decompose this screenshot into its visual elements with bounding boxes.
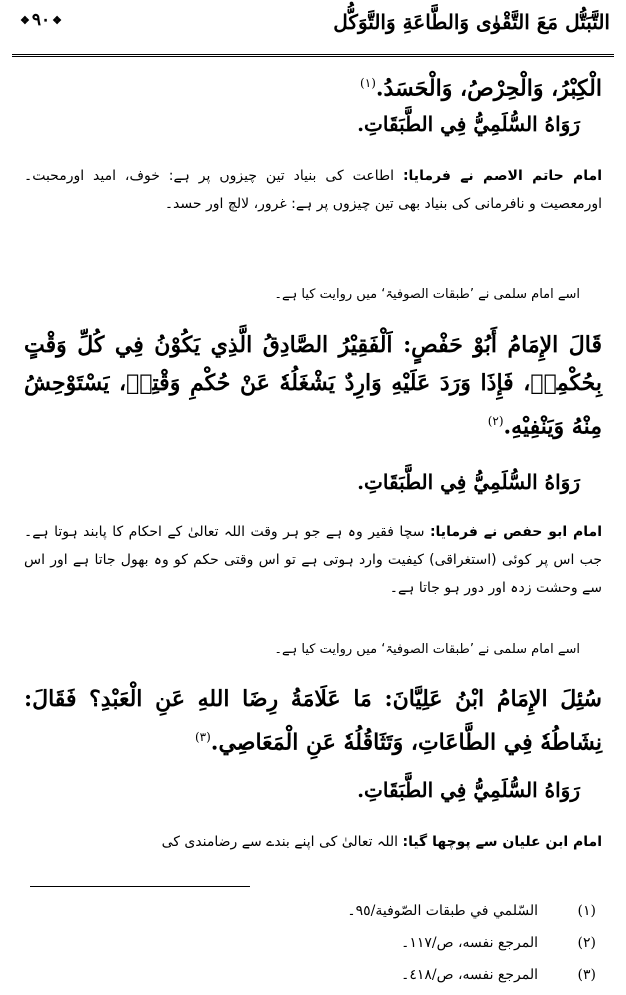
arabic-speaker: سُئِلَ الإِمَامُ ابْنُ عَلِيَّانَ: [384, 686, 602, 712]
header-rule [12, 54, 614, 57]
urdu-text: اللہ تعالیٰ کی اپنے بندے سے رضامندی کی [161, 834, 403, 850]
riwaya-line: رَوَاهُ السُّلَمِيُّ فِي الطَّبَقَاتِ. [357, 778, 580, 802]
source-note: اسے امام سلمی نے ’طبقات الصوفیۃ‘ میں روایت کیا ہے۔ [274, 287, 580, 302]
footnote-text: المرجع نفسه، ص/٤١٨۔ [401, 967, 538, 983]
footnote-text: المرجع نفسه، ص/١١٧۔ [401, 935, 538, 951]
footnote-ref: (٣) [194, 730, 211, 744]
ornament-icon: ❖ [52, 14, 63, 27]
urdu-speaker: امام ابن علیان سے پوچھا گیا: [402, 834, 602, 850]
urdu-translation [24, 162, 602, 218]
riwaya-line: رَوَاهُ السُّلَمِيُّ فِي الطَّبَقَاتِ. [357, 112, 580, 136]
page-number [18, 10, 64, 30]
urdu-text: سچا فقیر وہ ہے جو ہر وقت اللہ تعالیٰ کے احکام کا پابند ہوتا ہے۔ جب اس پر کوئی (استغراقی) کیفیت وارد ہوتی ہے تو اس وقتی حکم کو وہ بھول جاتا ہے اور اس سے وحشت زدہ اور دور ہو جاتا ہے۔ [24, 524, 602, 596]
urdu-translation [24, 828, 602, 856]
arabic-text: الْكِبْرُ، وَالْحِرْصُ، وَالْحَسَدُ. [375, 75, 602, 102]
footnote-number: (١) [577, 903, 596, 919]
ornament-icon: ❖ [20, 14, 30, 27]
arabic-saying [24, 326, 602, 445]
urdu-text: اطاعت کی بنیاد تین چیزوں پر ہے: خوف، امید اورمحبت۔ اورمعصیت و نافرمانی کی بنیاد بھی تین چیزوں پر ہے: غرور، لالچ اور حسد۔ [24, 168, 602, 212]
footnote [40, 962, 596, 988]
running-title: التَّبَتُّل مَعَ التَّقْوٰى وَالطَّاعَةِ وَالتَّوَكُّل [333, 10, 610, 34]
arabic-speaker: قَالَ الإِمَامُ أَبُوْ حَفْصٍ: [403, 332, 602, 358]
urdu-speaker: امام ابو حفص نے فرمایا: [429, 524, 603, 540]
footnote [40, 930, 596, 956]
footnote [40, 898, 596, 924]
footnote-text: السّلمي في طبقات الصّوفية/٩٥۔ [347, 903, 538, 919]
page-header [0, 0, 626, 60]
footnote-ref: (٢) [487, 414, 504, 428]
arabic-text: مَا عَلَامَةُ رِضَا اللهِ عَنِ الْعَبْدِ؟ فَقَالَ: نِشَاطُهٗ فِي الطَّاعَاتِ، وَتَثَاقُلُهٗ عَنِ الْمَعَاصِي. [24, 686, 602, 756]
footnote-rule [30, 886, 250, 887]
urdu-speaker: امام حاتم الاصم نے فرمایا: [402, 168, 602, 184]
page-number-value: ٩٠ [31, 10, 51, 30]
urdu-translation [24, 518, 602, 602]
footnote-ref: (١) [360, 76, 376, 90]
arabic-text-line [24, 64, 602, 107]
footnote-number: (٢) [577, 935, 596, 951]
source-note: اسے امام سلمی نے ’طبقات الصوفیۃ‘ میں روایت کیا ہے۔ [274, 642, 580, 657]
arabic-saying [24, 680, 602, 761]
riwaya-line: رَوَاهُ السُّلَمِيُّ فِي الطَّبَقَاتِ. [357, 470, 580, 494]
footnote-number: (٣) [577, 967, 596, 983]
arabic-text: اَلْفَقِيْرُ الصَّادِقُ الَّذِي يَكُوْنُ فِي كُلِّ وَقْتٍ بِحُكْمِهٖ، فَإِذَا وَرَدَ عَلَيْهِ وَارِدٌ يَشْغَلُهٗ عَنْ حُكْمِ وَقْتِهٖ، يَسْتَوْحِشُ مِنْهُ وَيَنْفِيْهِ. [24, 332, 602, 440]
